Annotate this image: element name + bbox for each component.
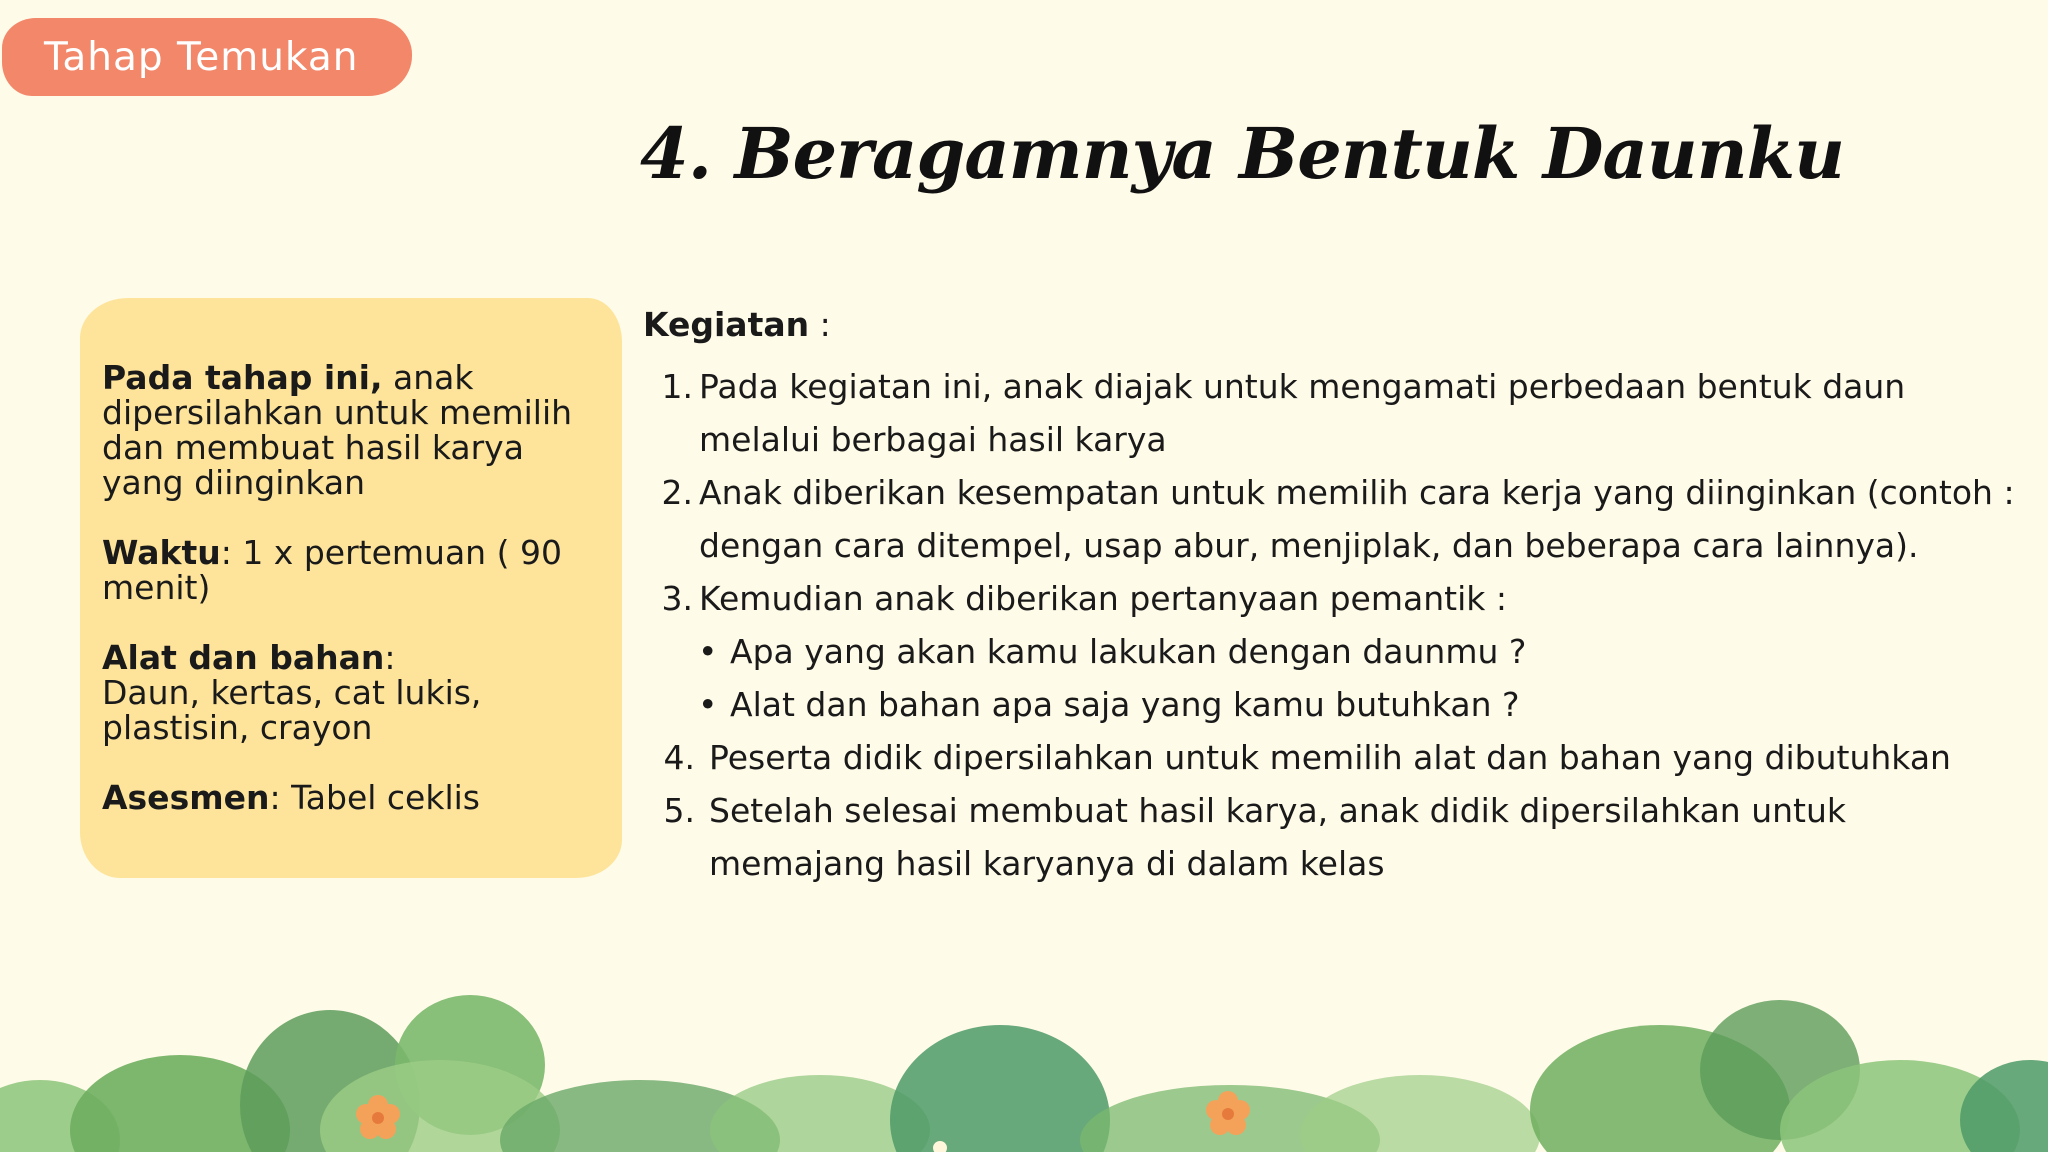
assessment-paragraph <box>102 780 602 815</box>
activity-section <box>643 300 2023 890</box>
activity-heading <box>643 300 2023 350</box>
time-label: Waktu <box>102 533 221 572</box>
question-list <box>643 625 2023 731</box>
materials-colon: : <box>384 638 396 677</box>
materials-value: Daun, kertas, cat lukis, plastisin, crayon <box>102 673 482 747</box>
question-item <box>698 625 2023 678</box>
activity-step-1 <box>643 360 2023 466</box>
bush-shape <box>1960 1060 2048 1152</box>
question-list-item <box>643 625 2023 731</box>
step-text: Pada kegiatan ini, anak diajak untuk mengamati perbedaan bentuk daun melalui berbagai hasil karya <box>699 367 1906 459</box>
page-title: 4. Beragamnya Bentuk Daunku <box>640 112 1844 195</box>
bush-shape <box>1300 1075 1540 1152</box>
stage-label-text: Tahap Temukan <box>44 34 359 80</box>
step-number: 5. <box>663 791 695 830</box>
activity-step-5 <box>643 784 2023 890</box>
materials-label: Alat dan bahan <box>102 638 385 677</box>
time-value: : 1 x pertemuan ( 90 menit) <box>102 533 562 607</box>
bush-shape <box>890 1025 1110 1152</box>
stage-label <box>2 18 412 96</box>
intro-bold: Pada tahap ini, <box>102 358 383 397</box>
step-number: 1. <box>661 367 693 406</box>
activity-step-4 <box>643 731 2023 784</box>
assessment-value: : Tabel ceklis <box>269 778 480 817</box>
intro-text: anak dipersilahkan untuk memilih dan membuat hasil karya yang diinginkan <box>102 358 573 502</box>
bullet-marker: • <box>698 632 718 671</box>
intro-paragraph <box>102 360 602 500</box>
step-text: Kemudian anak diberikan pertanyaan pemantik : <box>699 579 1507 618</box>
step-number: 2. <box>661 473 693 512</box>
foliage-decoration <box>0 990 2048 1152</box>
step-text: Anak diberikan kesempatan untuk memilih cara kerja yang diinginkan (contoh : dengan cara ditempel, usap abur, menjiplak, dan beberapa cara lainnya). <box>699 473 2015 565</box>
step-number: 3. <box>661 579 693 618</box>
bush-group <box>0 995 2048 1152</box>
assessment-label: Asesmen <box>102 778 270 817</box>
activity-heading-colon: : <box>809 305 831 344</box>
bullet-marker: • <box>698 685 718 724</box>
info-card <box>80 298 622 878</box>
step-text: Setelah selesai membuat hasil karya, anak didik dipersilahkan untuk memajang hasil karyanya di dalam kelas <box>709 791 1846 883</box>
step-text: Peserta didik dipersilahkan untuk memilih alat dan bahan yang dibutuhkan <box>709 738 1951 777</box>
question-text: Apa yang akan kamu lakukan dengan daunmu ? <box>730 632 1527 671</box>
time-paragraph <box>102 535 602 605</box>
step-number: 4. <box>663 738 695 777</box>
activity-step-2 <box>643 466 2023 572</box>
activity-steps <box>643 360 2023 890</box>
materials-paragraph <box>102 640 602 745</box>
activity-heading-text: Kegiatan <box>643 305 810 344</box>
question-item <box>698 678 2023 731</box>
question-text: Alat dan bahan apa saja yang kamu butuhkan ? <box>730 685 1520 724</box>
activity-step-3 <box>643 572 2023 625</box>
